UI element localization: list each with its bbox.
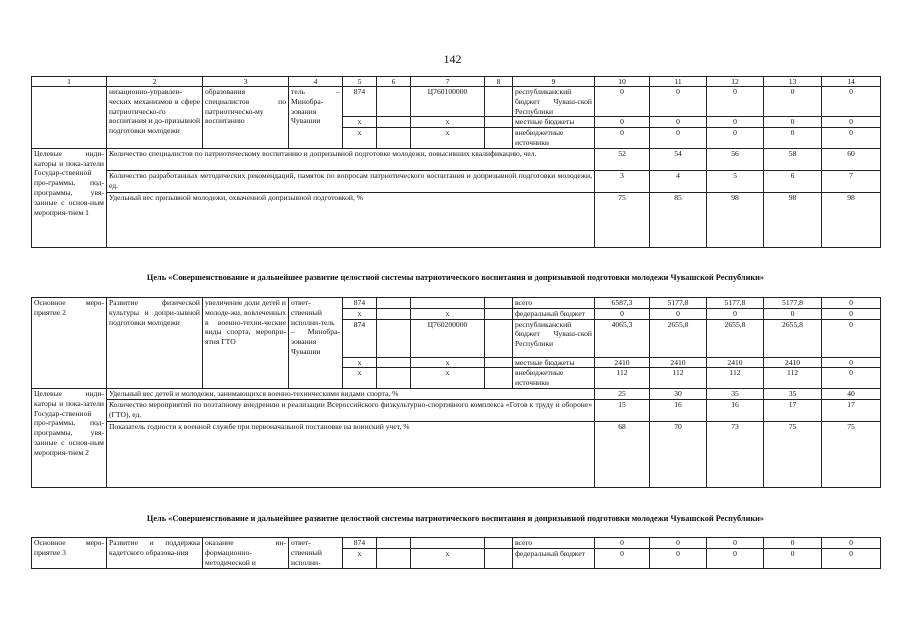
value-cell: 0	[595, 308, 650, 319]
table-row	[32, 87, 881, 117]
page-number: 142	[443, 52, 462, 66]
empty-cell	[485, 308, 513, 319]
value-cell: 35	[764, 388, 822, 399]
gr-code: х	[343, 117, 377, 128]
value-cell: 0	[764, 538, 822, 549]
value-cell: 0	[764, 117, 822, 128]
indicator-text: Показатель годности к военной службе при первоначальной постановке на воинский учет, %	[107, 421, 595, 487]
budget-code	[411, 538, 485, 549]
funding-source: местные бюджеты	[513, 117, 595, 128]
empty-cell	[377, 87, 411, 117]
value-cell: 0	[764, 128, 822, 149]
empty-cell	[485, 548, 513, 568]
value-cell: 68	[595, 421, 650, 487]
value-cell: 0	[650, 538, 707, 549]
funding-source: федеральный бюджет	[513, 548, 595, 568]
value-cell: 0	[822, 538, 881, 549]
value-cell: 0	[822, 87, 881, 117]
col-number: 4	[289, 77, 343, 87]
col-number: 6	[377, 77, 411, 87]
value-cell: 112	[764, 368, 822, 389]
value-cell: 75	[595, 192, 650, 247]
empty-cell	[377, 308, 411, 319]
table-row	[32, 192, 881, 247]
empty-cell	[485, 538, 513, 549]
value-cell: 75	[764, 421, 822, 487]
value-cell: 5	[707, 170, 764, 192]
value-cell: 0	[595, 117, 650, 128]
value-cell: 0	[595, 538, 650, 549]
event-description: Развитие физической культуры и допри-зывной подготовки молодежи	[107, 298, 203, 389]
gr-code: 874	[343, 298, 377, 309]
value-cell: 2655,8	[650, 319, 707, 357]
value-cell: 112	[650, 368, 707, 389]
responsible-executor: тель – Минобра-зования Чувашии	[289, 87, 343, 149]
value-cell: 85	[650, 192, 707, 247]
activity-name: Основное меро-приятие 3	[32, 538, 107, 569]
value-cell: 0	[650, 548, 707, 568]
value-cell: 0	[707, 117, 764, 128]
value-cell: 0	[707, 128, 764, 149]
indicator-text: Количество мероприятий по поэтапному внедрению и реализации Всероссийского физкультурно-спортивного комплекса «Готов к труду и обороне» (ГТО), ед.	[107, 399, 595, 421]
value-cell: 112	[707, 368, 764, 389]
value-cell: 4065,3	[595, 319, 650, 357]
empty-cell	[377, 548, 411, 568]
targets-label: Целевые инди-каторы и пока-затели Государ-ственной про-граммы, под-программы, увя-занные с основ-ным мероприя-тием 1	[32, 148, 107, 247]
value-cell: 30	[650, 388, 707, 399]
empty-cell	[377, 117, 411, 128]
value-cell: 35	[707, 388, 764, 399]
value-cell: 0	[650, 308, 707, 319]
value-cell: 70	[650, 421, 707, 487]
value-cell: 0	[822, 368, 881, 389]
table-row	[32, 399, 881, 421]
gr-code: 874	[343, 538, 377, 549]
budget-code: х	[411, 308, 485, 319]
table-row	[32, 421, 881, 487]
value-cell: 0	[707, 87, 764, 117]
col-number: 3	[203, 77, 289, 87]
budget-code: Ц760200000	[411, 319, 485, 357]
empty-cell	[377, 128, 411, 149]
indicator-text: Количество специалистов по патриотическому воспитанию и допризывной подготовке молодежи, повысивших квалификацию, чел.	[107, 148, 595, 170]
indicator-text: Удельный вес призывной молодежи, охваченной допризывной подготовкой, %	[107, 192, 595, 247]
value-cell: 0	[822, 319, 881, 357]
indicator-text: Количество разработанных методических рекомендаций, памяток по вопросам патриотического воспитания и допризывной подготовки молодежи, ед.	[107, 170, 595, 192]
funding-source: всего	[513, 538, 595, 549]
budget-code: х	[411, 548, 485, 568]
value-cell: 2655,8	[707, 319, 764, 357]
targets-label: Целевые инди-каторы и пока-затели Государ-ственной про-граммы, под-программы, увя-занные с основ-ным мероприя-тием 2	[32, 388, 107, 487]
gr-code: х	[343, 357, 377, 368]
value-cell: 2410	[595, 357, 650, 368]
responsible-executor: ответ-ственный исполни-	[289, 538, 343, 569]
value-cell: 25	[595, 388, 650, 399]
empty-cell	[485, 117, 513, 128]
empty-cell	[485, 128, 513, 149]
gr-code: х	[343, 308, 377, 319]
program-table-part3	[31, 537, 881, 569]
event-description: Развитие и поддержка кадетского образова-ния	[107, 538, 203, 569]
value-cell: 6	[764, 170, 822, 192]
budget-code: Ц760100000	[411, 87, 485, 117]
budget-code: х	[411, 128, 485, 149]
value-cell: 17	[822, 399, 881, 421]
expected-result: образования специалистов по патриотическо-му воспитанию	[203, 87, 289, 149]
empty-cell	[485, 87, 513, 117]
value-cell: 2410	[650, 357, 707, 368]
funding-source: республиканский бюджет Чуваш-ской Республики	[513, 87, 595, 117]
value-cell: 54	[650, 148, 707, 170]
responsible-executor: ответ-ственный исполни-тель – Минобра-зования Чувашии	[289, 298, 343, 389]
value-cell: 0	[650, 117, 707, 128]
gr-code: х	[343, 548, 377, 568]
value-cell: 0	[707, 538, 764, 549]
value-cell: 16	[707, 399, 764, 421]
value-cell: 75	[822, 421, 881, 487]
empty-cell	[377, 368, 411, 389]
col-number: 7	[411, 77, 485, 87]
value-cell: 15	[595, 399, 650, 421]
value-cell: 0	[595, 87, 650, 117]
value-cell: 7	[822, 170, 881, 192]
table-row	[32, 170, 881, 192]
value-cell: 0	[595, 128, 650, 149]
value-cell: 0	[822, 548, 881, 568]
budget-code: х	[411, 357, 485, 368]
value-cell: 0	[822, 117, 881, 128]
event-description: низационно-управлен-ческих механизмов в сфере патриотическо-го воспитания и до-призывной подготовки молодежи	[107, 87, 203, 149]
col-number: 1	[32, 77, 107, 87]
empty-cell	[485, 298, 513, 309]
gr-code: х	[343, 368, 377, 389]
col-number: 11	[650, 77, 707, 87]
value-cell: 40	[822, 388, 881, 399]
gr-code: 874	[343, 319, 377, 357]
value-cell: 2410	[764, 357, 822, 368]
col-number: 13	[764, 77, 822, 87]
col-number: 10	[595, 77, 650, 87]
value-cell: 58	[764, 148, 822, 170]
value-cell: 5177,8	[707, 298, 764, 309]
value-cell: 112	[595, 368, 650, 389]
value-cell: 98	[707, 192, 764, 247]
gr-code: 874	[343, 87, 377, 117]
value-cell: 16	[650, 399, 707, 421]
budget-code: х	[411, 368, 485, 389]
funding-source: внебюджетные источники	[513, 368, 595, 389]
value-cell: 2655,8	[764, 319, 822, 357]
empty-cell	[485, 368, 513, 389]
budget-code	[411, 298, 485, 309]
activity-name-cell	[32, 87, 107, 149]
program-table-part1	[31, 76, 881, 248]
empty-cell	[377, 298, 411, 309]
table-row	[32, 538, 881, 549]
value-cell: 0	[764, 87, 822, 117]
value-cell: 0	[822, 128, 881, 149]
budget-code: х	[411, 117, 485, 128]
value-cell: 17	[764, 399, 822, 421]
activity-name: Основное меро-приятие 2	[32, 298, 107, 389]
indicator-text: Удельный вес детей и молодежи, занимающихся военно-техническими видами спорта, %	[107, 388, 595, 399]
value-cell: 56	[707, 148, 764, 170]
value-cell: 5177,8	[764, 298, 822, 309]
col-number: 8	[485, 77, 513, 87]
value-cell: 4	[650, 170, 707, 192]
funding-source: республиканский бюджет Чуваш-ской Республики	[513, 319, 595, 357]
value-cell: 0	[650, 128, 707, 149]
empty-cell	[377, 319, 411, 357]
value-cell: 0	[822, 357, 881, 368]
column-number-row	[32, 77, 881, 87]
table-row	[32, 298, 881, 309]
value-cell: 0	[764, 548, 822, 568]
funding-source: местные бюджеты	[513, 357, 595, 368]
value-cell: 2410	[707, 357, 764, 368]
funding-source: федеральный бюджет	[513, 308, 595, 319]
program-table-part2	[31, 297, 881, 488]
funding-source: всего	[513, 298, 595, 309]
value-cell: 0	[650, 87, 707, 117]
empty-cell	[485, 319, 513, 357]
value-cell: 0	[595, 548, 650, 568]
value-cell: 0	[707, 308, 764, 319]
col-number: 9	[513, 77, 595, 87]
goal-heading: Цель «Совершенствование и дальнейшее развитие целостной системы патриотического воспитания и допризывной подготовки молодежи Чувашской Республики»	[146, 273, 765, 282]
empty-cell	[485, 357, 513, 368]
col-number: 12	[707, 77, 764, 87]
col-number: 2	[107, 77, 203, 87]
value-cell: 5177,8	[650, 298, 707, 309]
empty-cell	[377, 538, 411, 549]
value-cell: 0	[707, 548, 764, 568]
value-cell: 0	[822, 298, 881, 309]
value-cell: 98	[764, 192, 822, 247]
value-cell: 60	[822, 148, 881, 170]
value-cell: 98	[822, 192, 881, 247]
value-cell: 0	[822, 308, 881, 319]
value-cell: 52	[595, 148, 650, 170]
goal-heading: Цель «Совершенствование и дальнейшее развитие целостной системы патриотического воспитания и допризывной подготовки молодежи Чувашской Республики»	[146, 514, 765, 523]
funding-source: внебюджетные источники	[513, 128, 595, 149]
value-cell: 0	[764, 308, 822, 319]
expected-result: увеличение доли детей и молоде-жи, вовлеченных в военно-техни-ческие виды спорта, меропри-ятия ГТО	[203, 298, 289, 389]
table-row	[32, 148, 881, 170]
gr-code: х	[343, 128, 377, 149]
table-row	[32, 388, 881, 399]
value-cell: 73	[707, 421, 764, 487]
col-number: 14	[822, 77, 881, 87]
expected-result: оказание ин-формационно-методической и	[203, 538, 289, 569]
value-cell: 3	[595, 170, 650, 192]
value-cell: 6587,3	[595, 298, 650, 309]
col-number: 5	[343, 77, 377, 87]
empty-cell	[377, 357, 411, 368]
